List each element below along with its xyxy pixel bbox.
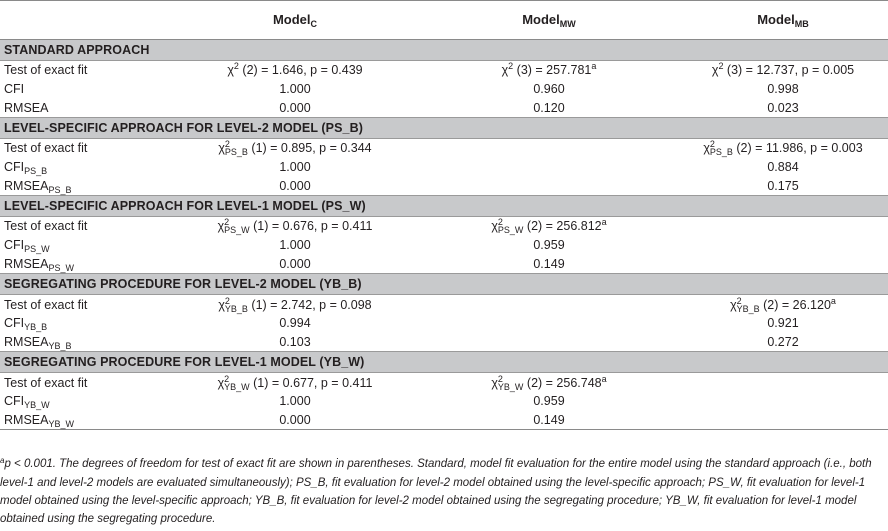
section-header (0, 196, 888, 217)
row-label-sub: YB_B (48, 340, 72, 351)
row-label-base: RMSEA (4, 412, 49, 427)
row-label-sub: PS_B (48, 184, 72, 195)
table-row (0, 139, 888, 158)
cell-value (420, 314, 678, 333)
row-label: Test of exact fit (4, 219, 88, 234)
row-label: Test of exact fit (4, 375, 88, 390)
cell-text: (3) = 12.737, p = 0.005 (723, 63, 855, 78)
row-label-base: CFI (4, 160, 25, 175)
chi-superscript: 2 (508, 61, 514, 72)
row-label (0, 158, 170, 177)
header-model-mw (420, 1, 678, 40)
cell-value: 0.959 (533, 394, 565, 409)
header-model-c-base: Model (272, 11, 311, 27)
row-label-sub: PS_W (24, 244, 50, 255)
cell-value (170, 217, 420, 236)
chi-symbol: χ (711, 63, 719, 78)
cell-value (170, 61, 420, 80)
row-label-sub: PS_W (48, 262, 74, 273)
header-model-mb-base: Model (757, 11, 795, 27)
header-model-mb-sub: MB (794, 18, 809, 29)
chi-superscript: 2 (224, 139, 230, 150)
cell-value: 0.884 (767, 160, 799, 175)
cell-text: (1) = 0.895, p = 0.344 (247, 141, 372, 156)
row-label: Test of exact fit (4, 297, 88, 312)
chi-superscript: 2 (497, 217, 503, 228)
row-label: CFI (4, 82, 25, 97)
cell-value: 0.960 (533, 82, 565, 97)
chi-symbol: χ (491, 375, 498, 390)
row-label-base: RMSEA (4, 256, 49, 271)
cell-value: 1.000 (279, 394, 311, 409)
row-label: Test of exact fit (4, 63, 88, 78)
chi-superscript: 2 (224, 373, 230, 384)
footnote-text: p < 0.001. The degrees of freedom for test of exact fit are shown in parentheses. Standard, model fit evaluation for the entire model using the standard approach (i.e., both level-1 and level-2 models are evaluated simultaneously); PS_B, fit evaluation for level-2 model obtained using the level-specific approach; PS_W, fit evaluation for level-1 model obtained using the level-specific approach; YB_B, fit evaluation for level-2 model obtained using the segregating procedure; YB_W, fit evaluation for level-1 model obtained using the segregating procedure. (0, 458, 872, 525)
footnote-marker: a (601, 217, 607, 228)
cell-value: 0.000 (279, 100, 311, 115)
section-title: LEVEL-SPECIFIC APPROACH FOR LEVEL-2 MODEL (PS_B) (0, 118, 888, 139)
cell-text: (2) = 1.646, p = 0.439 (238, 63, 363, 78)
cell-value (678, 217, 888, 236)
footnote-marker: a (591, 61, 597, 72)
row-label (0, 314, 170, 333)
chi-subscript: YB_W (497, 381, 524, 392)
cell-value (678, 139, 888, 158)
header-model-c-sub: C (310, 18, 318, 29)
row-label (0, 236, 170, 255)
table-row (0, 333, 888, 352)
chi-superscript: 2 (224, 295, 230, 306)
row-label (0, 255, 170, 274)
row-label-base: RMSEA (4, 178, 49, 193)
cell-value: 0.000 (279, 256, 311, 271)
section-header (0, 118, 888, 139)
cell-value: 0.998 (767, 82, 799, 97)
cell-value: 0.959 (533, 238, 565, 253)
chi-symbol: χ (703, 141, 710, 156)
cell-value (170, 373, 420, 392)
chi-symbol: χ (491, 219, 498, 234)
section-header (0, 274, 888, 295)
chi-superscript: 2 (497, 373, 503, 384)
cell-value: 0.272 (767, 334, 799, 349)
section-title: STANDARD APPROACH (0, 40, 888, 61)
header-model-mw-sub: MW (559, 18, 576, 29)
cell-value: 0.120 (533, 100, 565, 115)
cell-value: 0.994 (279, 316, 311, 331)
cell-value (420, 61, 678, 80)
row-label: RMSEA (4, 100, 49, 115)
chi-subscript: PS_W (224, 225, 250, 236)
footnote-marker: a (0, 456, 5, 465)
cell-value: 1.000 (279, 238, 311, 253)
table-row (0, 80, 888, 99)
row-label-base: CFI (4, 238, 25, 253)
cell-value: 1.000 (279, 82, 311, 97)
footnote-marker: a (830, 295, 836, 306)
table-row (0, 61, 888, 80)
cell-text: (2) = 256.748 (523, 375, 602, 390)
table-row (0, 255, 888, 274)
cell-value: 0.000 (170, 411, 420, 430)
chi-superscript: 2 (709, 139, 715, 150)
cell-value: 0.149 (420, 411, 678, 430)
cell-value: 0.023 (767, 100, 799, 115)
cell-text: (1) = 2.742, p = 0.098 (247, 297, 372, 312)
cell-text: (2) = 256.812 (523, 219, 602, 234)
cell-value: 1.000 (279, 160, 311, 175)
row-label (0, 176, 170, 195)
header-model-c (170, 1, 420, 40)
table-row (0, 314, 888, 333)
row-label (0, 392, 170, 411)
section-title: SEGREGATING PROCEDURE FOR LEVEL-2 MODEL (YB_B) (0, 274, 888, 295)
cell-value (170, 295, 420, 314)
cell-value (678, 255, 888, 274)
table-row (0, 98, 888, 117)
chi-symbol: χ (501, 63, 509, 78)
chi-subscript: PS_W (497, 225, 524, 236)
row-label-sub: PS_B (24, 166, 48, 177)
cell-value (678, 236, 888, 255)
row-label: Test of exact fit (4, 141, 88, 156)
chi-subscript: PS_B (224, 147, 248, 158)
cell-text: (1) = 0.677, p = 0.411 (249, 375, 373, 390)
cell-value: 0.103 (279, 334, 311, 349)
chi-symbol: χ (227, 63, 234, 78)
table-row (0, 217, 888, 236)
section-title: SEGREGATING PROCEDURE FOR LEVEL-1 MODEL (YB_W) (0, 352, 888, 373)
chi-symbol: χ (730, 297, 737, 312)
chi-superscript: 2 (224, 217, 230, 228)
row-label-base: CFI (4, 394, 25, 409)
cell-value (678, 411, 888, 430)
header-row (0, 1, 888, 40)
cell-value (420, 373, 678, 392)
cell-text: (2) = 26.120 (759, 297, 831, 312)
header-model-mb (678, 1, 888, 40)
row-label (0, 333, 170, 352)
chi-superscript: 2 (736, 295, 742, 306)
chi-superscript: 2 (718, 61, 724, 72)
header-empty (0, 1, 170, 40)
cell-value (678, 295, 888, 314)
chi-subscript: YB_B (224, 303, 248, 314)
chi-symbol: χ (217, 375, 225, 390)
row-label-sub: YB_W (48, 418, 74, 429)
cell-text: (1) = 0.676, p = 0.411 (249, 219, 373, 234)
table-row (0, 392, 888, 411)
cell-value (420, 176, 678, 195)
cell-value (420, 295, 678, 314)
chi-subscript: YB_B (736, 303, 760, 314)
section-header (0, 40, 888, 61)
cell-value (678, 61, 888, 80)
footnote-marker: a (601, 373, 607, 384)
section-header (0, 352, 888, 373)
row-label-sub: YB_B (24, 322, 48, 333)
chi-symbol: χ (218, 141, 225, 156)
row-label-base: RMSEA (4, 334, 49, 349)
chi-symbol: χ (218, 297, 225, 312)
cell-value (420, 333, 678, 352)
table-row (0, 411, 888, 430)
chi-subscript: YB_W (224, 381, 250, 392)
cell-value (420, 158, 678, 177)
table-row (0, 236, 888, 255)
cell-value (420, 217, 678, 236)
cell-value (420, 139, 678, 158)
table-row (0, 176, 888, 195)
cell-text: (3) = 257.781 (513, 63, 592, 78)
table-row (0, 158, 888, 177)
cell-value (678, 392, 888, 411)
cell-value: 0.921 (767, 316, 799, 331)
header-model-mw-base: Model (522, 11, 560, 27)
row-label-base: CFI (4, 316, 25, 331)
chi-symbol: χ (217, 219, 225, 234)
table-footnote (0, 455, 886, 528)
table-row (0, 373, 888, 392)
chi-superscript: 2 (233, 61, 239, 72)
cell-value: 0.175 (767, 178, 799, 193)
section-title: LEVEL-SPECIFIC APPROACH FOR LEVEL-1 MODEL (PS_W) (0, 196, 888, 217)
chi-subscript: PS_B (709, 147, 733, 158)
cell-text: (2) = 11.986, p = 0.003 (732, 141, 863, 156)
cell-value: 0.149 (533, 256, 565, 271)
cell-value (678, 373, 888, 392)
table-row (0, 295, 888, 314)
row-label (0, 411, 170, 430)
cell-value: 0.000 (279, 178, 311, 193)
row-label-sub: YB_W (24, 400, 50, 411)
cell-value (170, 139, 420, 158)
